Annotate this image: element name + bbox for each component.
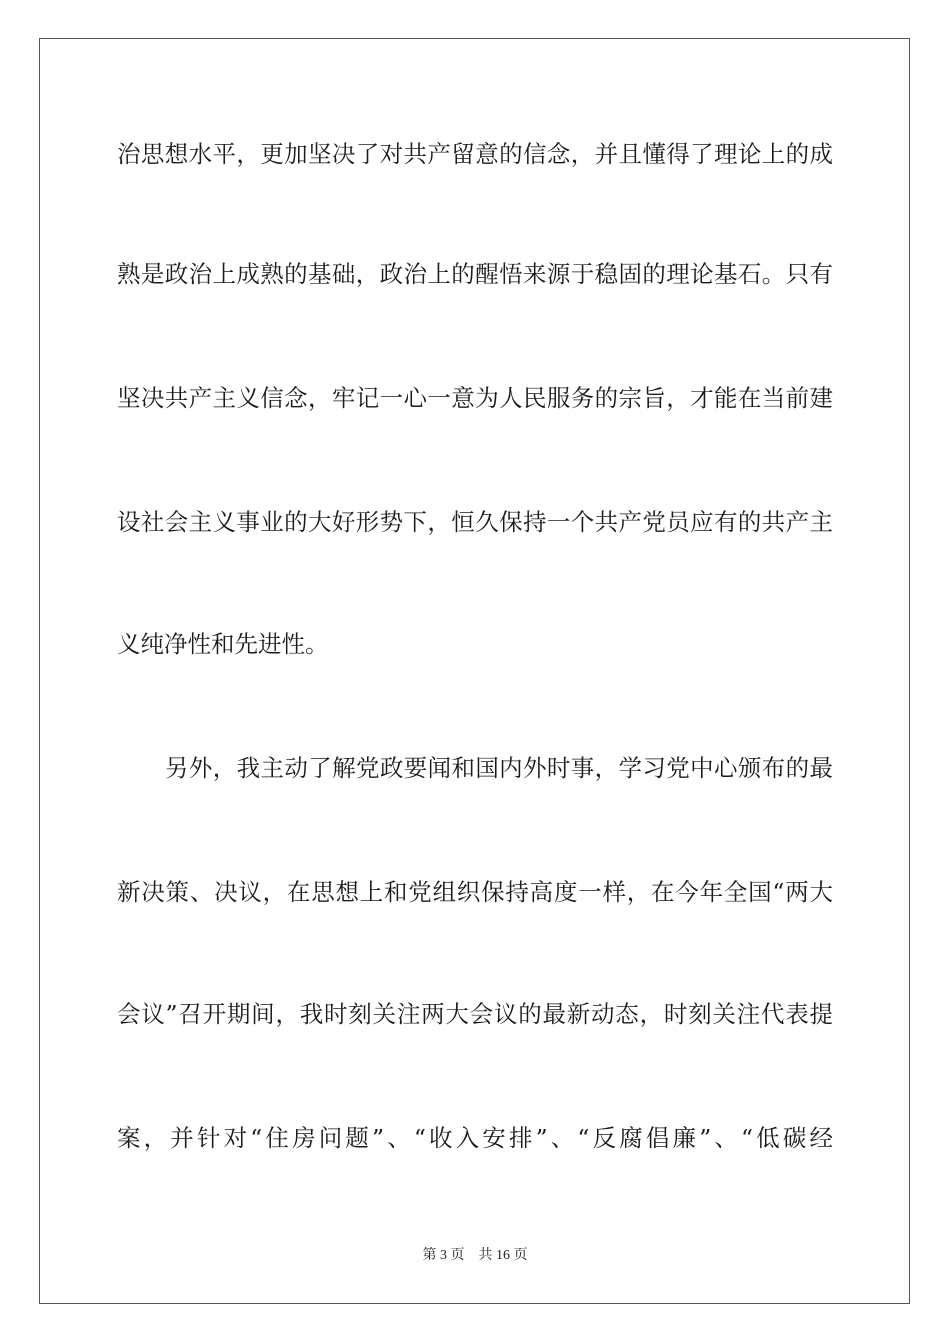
paragraph-line-9: 案，并针对“住房问题”、“收入安排”、“反腐倡廉”、“低碳经 (117, 1124, 833, 1152)
paragraph-line-4: 设社会主义事业的大好形势下，恒久保持一个共产党员应有的共产主 (117, 508, 833, 536)
paragraph-line-6: 另外，我主动了解党政要闻和国内外时事，学习党中心颁布的最 (165, 754, 833, 782)
paragraph-line-1: 治思想水平，更加坚决了对共产留意的信念，并且懂得了理论上的成 (117, 140, 833, 168)
paragraph-line-8: 会议”召开期间，我时刻关注两大会议的最新动态，时刻关注代表提 (117, 1000, 833, 1028)
paragraph-line-2: 熟是政治上成熟的基础，政治上的醒悟来源于稳固的理论基石。只有 (117, 260, 833, 288)
paragraph-line-7: 新决策、决议，在思想上和党组织保持高度一样，在今年全国“两大 (117, 878, 833, 906)
total-pages: 共 16 页 (478, 1248, 528, 1263)
page-number: 第 3 页 (422, 1248, 465, 1263)
paragraph-line-5: 义纯净性和先进性。 (117, 630, 329, 658)
paragraph-line-3: 坚决共产主义信念，牢记一心一意为人民服务的宗旨，才能在当前建 (117, 384, 833, 412)
page-frame (39, 38, 910, 1304)
page-footer (0, 1247, 950, 1265)
